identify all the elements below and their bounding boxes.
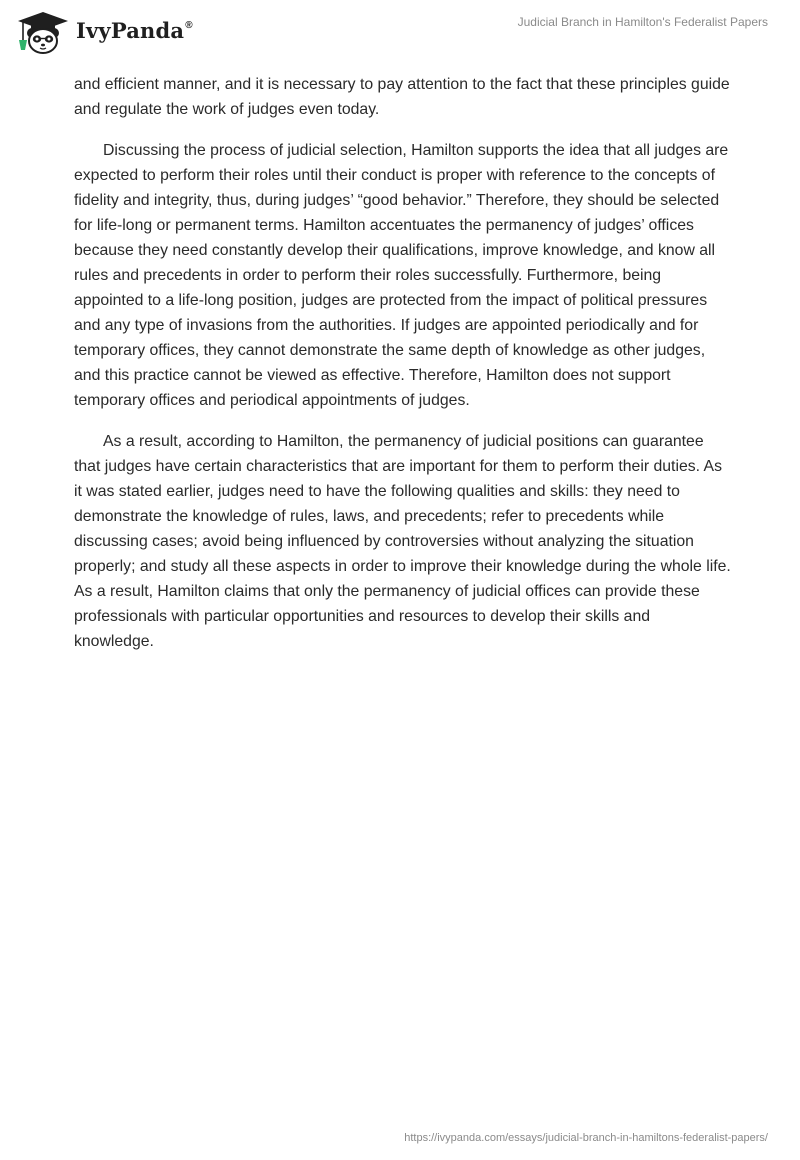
brand-name-text: IvyPanda [76, 17, 185, 43]
brand-name [76, 8, 193, 59]
page-header [0, 0, 800, 70]
paragraph: As a result, according to Hamilton, the permanency of judicial positions can guarantee that judges have certain characteristics that are important for them to perform their duties. As it was stated earlier, judges need to have the following qualities and skills: they need to demonstrate the knowledge of rules, laws, and precedents; refer to precedents while discussing cases; avoid being influenced by controversies without analyzing the situation properly; and study all these aspects in order to improve their knowledge during the whole life. As a result, Hamilton claims that only the permanency of judicial offices can provide these professionals with particular opportunities and resources to develop their skills and knowledge. [74, 433, 731, 650]
registered-mark: ® [185, 19, 193, 31]
source-url[interactable]: https://ivypanda.com/essays/judicial-branch-in-hamiltons-federalist-papers/ [404, 1132, 768, 1144]
document-title: Judicial Branch in Hamilton's Federalist Papers [517, 15, 768, 29]
ivypanda-logo[interactable] [14, 10, 193, 56]
paragraph: and efficient manner, and it is necessary to pay attention to the fact that these principles guide and regulate the work of judges even today. [74, 76, 730, 118]
essay-body [74, 72, 734, 670]
panda-graduate-icon [14, 10, 72, 56]
paragraph: Discussing the process of judicial selection, Hamilton supports the idea that all judges are expected to perform their roles until their conduct is proper with reference to the concepts of fidelity and integrity, thus, during judges’ “good behavior.” Therefore, they should be selected for life-long or permanent terms. Hamilton accentuates the permanency of judges’ offices because they need constantly develop their qualifications, improve knowledge, and know all rules and precedents in order to perform their roles successfully. Furthermore, being appointed to a life-long position, judges are protected from the impact of political pressures and any type of invasions from the authorities. If judges are appointed periodically and for temporary offices, they cannot demonstrate the same depth of knowledge as other judges, and this practice cannot be viewed as effective. Therefore, Hamilton does not support temporary offices and periodical appointments of judges. [74, 142, 729, 409]
